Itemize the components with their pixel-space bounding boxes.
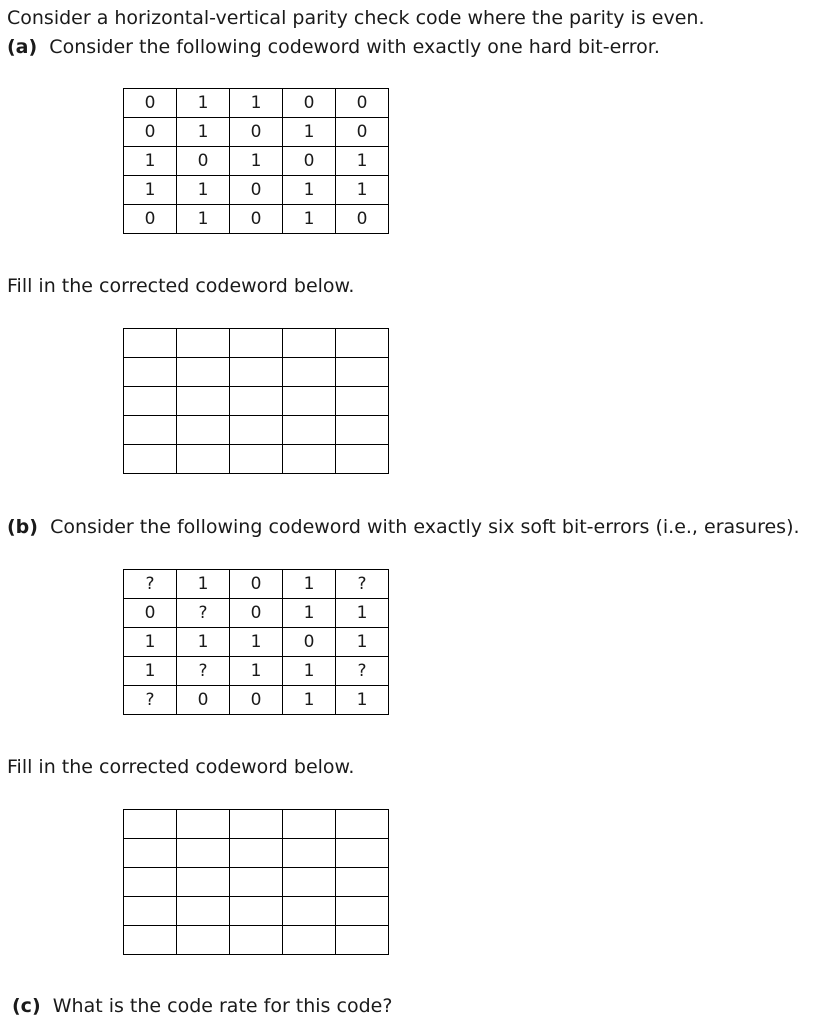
bit-cell: 1 — [336, 686, 389, 715]
answer-cell[interactable] — [177, 445, 230, 474]
bit-cell: 1 — [283, 570, 336, 599]
answer-cell[interactable] — [124, 358, 177, 387]
answer-cell[interactable] — [283, 387, 336, 416]
answer-cell[interactable] — [283, 926, 336, 955]
answer-cell[interactable] — [283, 868, 336, 897]
grid-row — [124, 147, 389, 176]
answer-cell[interactable] — [124, 387, 177, 416]
bit-cell: 1 — [124, 147, 177, 176]
answer-cell[interactable] — [230, 358, 283, 387]
bit-cell: 1 — [283, 118, 336, 147]
bit-cell: 0 — [336, 118, 389, 147]
bit-cell: 1 — [336, 628, 389, 657]
bit-cell: 1 — [230, 147, 283, 176]
bit-cell: 1 — [283, 176, 336, 205]
bit-cell: 0 — [230, 599, 283, 628]
bit-cell: 1 — [230, 628, 283, 657]
answer-cell[interactable] — [283, 897, 336, 926]
bit-cell: 1 — [283, 205, 336, 234]
grid-row — [124, 89, 389, 118]
bit-cell: 1 — [283, 599, 336, 628]
part-b-heading — [7, 515, 800, 539]
grid-row — [124, 118, 389, 147]
grid-row — [124, 570, 389, 599]
bit-cell: 0 — [230, 118, 283, 147]
bit-cell: ? — [124, 686, 177, 715]
part-a-fill-prompt: Fill in the corrected codeword below. — [7, 275, 355, 297]
grid-row — [124, 686, 389, 715]
answer-cell[interactable] — [283, 810, 336, 839]
grid-row — [124, 416, 389, 445]
answer-cell[interactable] — [230, 445, 283, 474]
answer-cell[interactable] — [177, 839, 230, 868]
part-b-fill-prompt: Fill in the corrected codeword below. — [7, 756, 355, 778]
answer-cell[interactable] — [124, 810, 177, 839]
bit-cell: 1 — [124, 176, 177, 205]
bit-cell: 0 — [336, 205, 389, 234]
intro-text: Consider a horizontal-vertical parity check code where the parity is even. — [7, 7, 705, 29]
bit-cell: 0 — [283, 147, 336, 176]
answer-cell[interactable] — [177, 329, 230, 358]
grid-row — [124, 810, 389, 839]
answer-cell[interactable] — [336, 416, 389, 445]
bit-cell: 0 — [336, 89, 389, 118]
grid-row — [124, 176, 389, 205]
bit-cell: 0 — [124, 89, 177, 118]
answer-cell[interactable] — [124, 445, 177, 474]
answer-cell[interactable] — [230, 416, 283, 445]
answer-cell[interactable] — [177, 897, 230, 926]
answer-cell[interactable] — [124, 839, 177, 868]
answer-cell[interactable] — [177, 926, 230, 955]
bit-cell: 0 — [283, 628, 336, 657]
part-a-heading — [7, 35, 660, 59]
grid-row — [124, 387, 389, 416]
bit-cell: 1 — [177, 89, 230, 118]
answer-cell[interactable] — [336, 868, 389, 897]
answer-cell[interactable] — [336, 810, 389, 839]
bit-cell: 1 — [336, 147, 389, 176]
answer-cell[interactable] — [336, 839, 389, 868]
answer-cell[interactable] — [230, 387, 283, 416]
part-c-text: What is the code rate for this code? — [52, 995, 393, 1017]
answer-cell[interactable] — [124, 329, 177, 358]
bit-cell: 0 — [230, 686, 283, 715]
bit-cell: 0 — [177, 147, 230, 176]
part-b-label: (b) — [7, 516, 38, 538]
bit-cell: ? — [336, 570, 389, 599]
answer-cell[interactable] — [336, 445, 389, 474]
bit-cell: 1 — [283, 686, 336, 715]
bit-cell: 1 — [230, 89, 283, 118]
grid-row — [124, 868, 389, 897]
bit-cell: 1 — [124, 628, 177, 657]
answer-cell[interactable] — [283, 329, 336, 358]
bit-cell: 1 — [177, 205, 230, 234]
answer-cell[interactable] — [230, 810, 283, 839]
answer-cell[interactable] — [177, 416, 230, 445]
grid-row — [124, 897, 389, 926]
bit-cell: 1 — [336, 176, 389, 205]
answer-cell[interactable] — [283, 445, 336, 474]
bit-cell: ? — [177, 599, 230, 628]
part-b-text: Consider the following codeword with exactly six soft bit-errors (i.e., erasures). — [50, 516, 800, 538]
bit-cell: 0 — [177, 686, 230, 715]
bit-cell: 1 — [124, 657, 177, 686]
answer-cell[interactable] — [177, 868, 230, 897]
bit-cell: 0 — [124, 205, 177, 234]
answer-cell[interactable] — [336, 358, 389, 387]
grid-row — [124, 445, 389, 474]
answer-cell[interactable] — [230, 897, 283, 926]
answer-cell[interactable] — [124, 897, 177, 926]
codeword-grid-b — [123, 569, 389, 715]
bit-cell: 1 — [336, 599, 389, 628]
answer-cell[interactable] — [336, 329, 389, 358]
answer-cell[interactable] — [177, 387, 230, 416]
answer-cell[interactable] — [336, 897, 389, 926]
answer-cell[interactable] — [177, 810, 230, 839]
grid-row — [124, 839, 389, 868]
grid-row — [124, 329, 389, 358]
bit-cell: ? — [177, 657, 230, 686]
grid-row — [124, 628, 389, 657]
bit-cell: 1 — [283, 657, 336, 686]
bit-cell: 1 — [177, 628, 230, 657]
answer-cell[interactable] — [230, 868, 283, 897]
bit-cell: 0 — [230, 205, 283, 234]
grid-row — [124, 926, 389, 955]
part-c-label: (c) — [12, 995, 41, 1017]
answer-cell[interactable] — [336, 387, 389, 416]
part-c-heading — [12, 994, 392, 1018]
answer-cell[interactable] — [230, 839, 283, 868]
answer-cell[interactable] — [177, 358, 230, 387]
answer-cell[interactable] — [283, 416, 336, 445]
answer-grid-a[interactable] — [123, 328, 389, 474]
answer-cell[interactable] — [124, 926, 177, 955]
answer-cell[interactable] — [124, 416, 177, 445]
bit-cell: ? — [336, 657, 389, 686]
grid-row — [124, 358, 389, 387]
answer-cell[interactable] — [230, 329, 283, 358]
bit-cell: 1 — [177, 118, 230, 147]
grid-row — [124, 657, 389, 686]
answer-cell[interactable] — [336, 926, 389, 955]
bit-cell: 0 — [230, 176, 283, 205]
codeword-grid-a — [123, 88, 389, 234]
answer-cell[interactable] — [283, 358, 336, 387]
grid-row — [124, 599, 389, 628]
answer-cell[interactable] — [124, 868, 177, 897]
answer-cell[interactable] — [283, 839, 336, 868]
bit-cell: 1 — [177, 570, 230, 599]
answer-grid-b[interactable] — [123, 809, 389, 955]
bit-cell: 0 — [124, 118, 177, 147]
bit-cell: 1 — [177, 176, 230, 205]
grid-row — [124, 205, 389, 234]
bit-cell: 0 — [124, 599, 177, 628]
part-a-label: (a) — [7, 36, 38, 58]
bit-cell: 1 — [230, 657, 283, 686]
answer-cell[interactable] — [230, 926, 283, 955]
bit-cell: 0 — [230, 570, 283, 599]
bit-cell: ? — [124, 570, 177, 599]
bit-cell: 0 — [283, 89, 336, 118]
part-a-text: Consider the following codeword with exactly one hard bit-error. — [49, 36, 660, 58]
